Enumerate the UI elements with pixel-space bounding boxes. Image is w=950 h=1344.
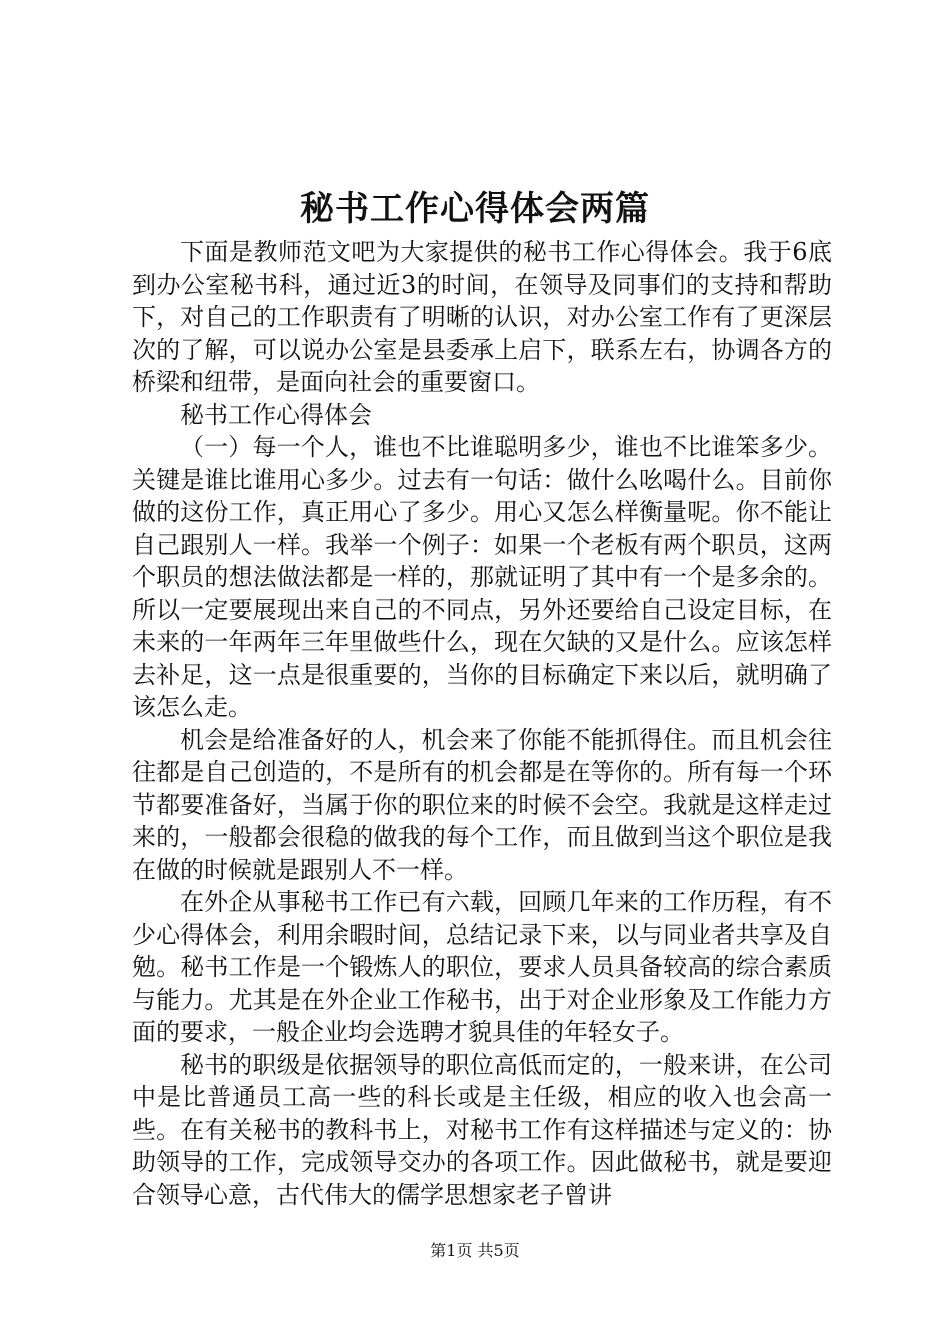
paragraph-opportunity: 机会是给准备好的人，机会来了你能不能抓得住。而且机会往往都是自己创造的，不是所有的机会都是在等你的。所有每一个环节都要准备好，当属于你的职位来的时候不会空。我就是这样走过来的，一般都会很稳的做我的每个工作，而且做到当这个职位是我在做的时候就是跟别人不一样。 [132, 725, 832, 884]
paragraph-foreign-company: 在外企从事秘书工作已有六载，回顾几年来的工作历程，有不少心得体会，利用余暇时间，总结记录下来，以与同业者共享及自勉。秘书工作是一个锻炼人的职位，要求人员具备较高的综合素质与能力。尤其是在外企业工作秘书，出于对企业形象及工作能力方面的要求，一般企业均会选聘才貌具佳的年轻女子。 [132, 888, 832, 1046]
paragraph-one: （一）每一个人，谁也不比谁聪明多少，谁也不比谁笨多少。关键是谁比谁用心多少。过去有一句话：做什么吆喝什么。目前你做的这份工作，真正用心了多少。用心又怎么样衡量呢。你不能让自己跟别人一样。我举一个例子：如果一个老板有两个职员，这两个职员的想法做法都是一样的，那就证明了其中有一个是多余的。所以一定要展现出来自己的不同点，另外还要给自己设定目标，在未来的一年两年三年里做些什么，现在欠缺的又是什么。应该怎样去补足，这一点是很重要的，当你的目标确定下来以后，就明确了该怎么走。 [132, 433, 832, 721]
document-title: 秘书工作心得体会两篇 [300, 189, 650, 229]
page-footer: 第1页 共5页 [430, 1241, 520, 1260]
paragraph-subheading: 秘书工作心得体会 [180, 400, 372, 429]
paragraph-intro: 下面是教师范文吧为大家提供的秘书工作心得体会。我于6底到办公室秘书科，通过近3的时间，在领导及同事们的支持和帮助下，对自己的工作职责有了明晰的认识，对办公室工作有了更深层次的了解，可以说办公室是县委承上启下，联系左右，协调各方的桥梁和纽带，是面向社会的重要窗口。 [132, 238, 832, 396]
paragraph-secretary-rank: 秘书的职级是依据领导的职位高低而定的，一般来讲，在公司中是比普通员工高一些的科长或是主任级，相应的收入也会高一些。在有关秘书的教科书上，对秘书工作有这样描述与定义的：协助领导的工作，完成领导交办的各项工作。因此做秘书，就是要迎合领导心意，古代伟大的儒学思想家老子曾讲 [132, 1050, 832, 1209]
document-body [132, 236, 832, 1211]
